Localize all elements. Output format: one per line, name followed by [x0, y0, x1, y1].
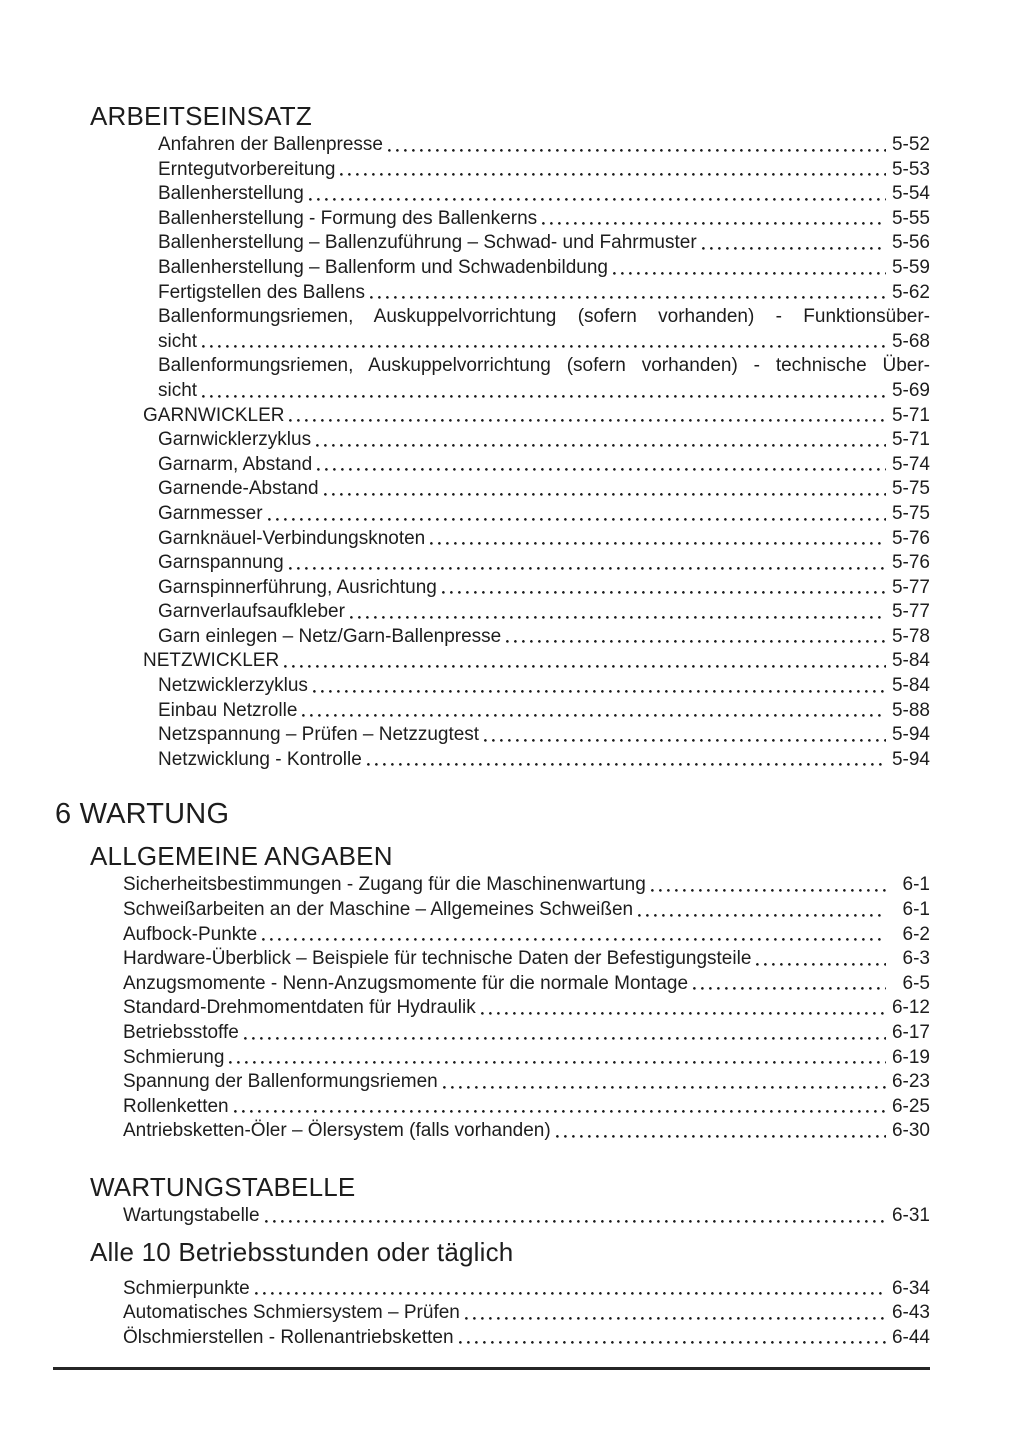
- toc-entry-label: Standard-Drehmomentdaten für Hydraulik: [123, 997, 476, 1019]
- toc-entry-row: [158, 527, 930, 552]
- toc-entry: [0, 649, 930, 674]
- toc-entry-page: 6-2: [902, 923, 930, 945]
- toc-entry: [0, 1301, 930, 1326]
- chapter-wartung: [0, 800, 1024, 829]
- toc-entry-row: [158, 551, 930, 576]
- toc-entry-page: 5-75: [891, 502, 930, 524]
- dot-leader: [202, 345, 886, 348]
- toc-entry-row: [158, 428, 930, 453]
- toc-entry: [0, 502, 930, 527]
- toc-entry-label: Wartungstabelle: [123, 1204, 260, 1226]
- toc-entry-page: 5-71: [891, 404, 930, 426]
- dot-leader: [324, 493, 886, 496]
- toc-entry: [0, 305, 930, 354]
- toc-entry: [0, 551, 930, 576]
- toc-entry-row: [123, 1301, 930, 1326]
- dot-leader: [313, 690, 886, 693]
- toc-entry-page: 6-31: [891, 1204, 930, 1226]
- toc-entry: [0, 231, 930, 256]
- toc-entry-page: 5-77: [891, 601, 930, 623]
- toc-entry: [0, 1277, 930, 1302]
- dot-leader: [556, 1135, 886, 1138]
- toc-entry-label: Garn einlegen – Netz/Garn-Ballenpresse: [158, 625, 502, 647]
- toc-entry-label: Sicherheitsbestimmungen - Zugang für die Maschinenwartung: [123, 874, 646, 896]
- toc-entry: [0, 1070, 930, 1095]
- toc-entry-row: [158, 330, 930, 355]
- toc-entry-page: 5-52: [891, 134, 930, 155]
- toc-entry: [0, 1204, 930, 1229]
- toc-entry: [0, 477, 930, 502]
- toc-entry-label: Netzwicklung - Kontrolle: [158, 748, 362, 770]
- toc-entry-label: Einbau Netzrolle: [158, 699, 298, 721]
- toc-entry-row: [123, 1204, 930, 1229]
- dot-leader: [317, 468, 886, 471]
- dot-leader: [370, 296, 886, 299]
- dot-leader: [265, 1220, 886, 1223]
- dot-leader: [481, 1012, 886, 1015]
- dot-leader: [262, 938, 886, 941]
- toc-entry-page: 6-34: [891, 1277, 930, 1299]
- toc-entry-label: sicht: [158, 379, 198, 401]
- toc-entry-label: Garnspannung: [158, 552, 284, 574]
- toc-entry-label: Garnwicklerzyklus: [158, 429, 312, 451]
- dot-leader: [442, 591, 886, 594]
- toc-entry-page: 6-25: [891, 1095, 930, 1117]
- toc-entry-label: Antriebsketten-Öler – Ölersystem (falls vorhanden): [123, 1120, 551, 1142]
- dot-leader: [388, 149, 886, 152]
- toc-entry-list: [0, 133, 1024, 772]
- toc-entry-page: 5-71: [891, 429, 930, 451]
- toc-entry-label: Ballenherstellung - Formung des Ballenkerns: [158, 207, 538, 229]
- toc-entry: [0, 158, 930, 183]
- toc-entry-row: [123, 1095, 930, 1120]
- toc-entry-row: [158, 600, 930, 625]
- toc-entry-page: 5-54: [891, 183, 930, 205]
- toc-entry-row: [158, 133, 930, 158]
- toc-entry-row: [123, 1046, 930, 1071]
- toc-entry-label: sicht: [158, 330, 198, 352]
- toc-entry-page: 5-56: [891, 232, 930, 254]
- toc-entry-label: Erntegutvorbereitung: [158, 158, 336, 180]
- toc-entry-row: [123, 1326, 930, 1351]
- toc-entry-page: 6-23: [891, 1071, 930, 1093]
- toc-entry-list: [0, 1204, 1024, 1229]
- section-heading-allgemeine-angaben: ALLGEMEINE ANGABEN: [90, 841, 393, 872]
- toc-entry-list: [0, 873, 1024, 1144]
- toc-entry-label: Garnmesser: [158, 502, 263, 524]
- dot-leader: [309, 198, 886, 201]
- section-heading-arbeitseinsatz: ARBEITSEINSATZ: [90, 101, 312, 131]
- dot-leader: [340, 173, 886, 176]
- toc-entry-page: 5-59: [891, 256, 930, 278]
- dot-leader: [638, 914, 886, 917]
- toc-entry-row: [123, 873, 930, 898]
- toc-entry-row: [123, 1021, 930, 1046]
- toc-entry-page: 5-53: [891, 158, 930, 180]
- toc-entry: [0, 256, 930, 281]
- toc-entry-label: Schweißarbeiten an der Maschine – Allgemeines Schweißen: [123, 899, 634, 921]
- toc-entry-label-line1: Ballenformungsriemen, Auskuppelvorrichtung (sofern vorhanden) - technische Über-: [158, 355, 930, 377]
- dot-leader: [702, 247, 886, 250]
- dot-leader: [506, 640, 886, 643]
- section-alle-10-betriebsstunden: [0, 1236, 1024, 1351]
- toc-entry: [0, 207, 930, 232]
- toc-entry-row: [158, 207, 930, 232]
- dot-leader: [430, 542, 886, 545]
- toc-entry-label: Garnarm, Abstand: [158, 453, 313, 475]
- toc-entry-row: [123, 972, 930, 997]
- toc-entry-page: 6-1: [902, 899, 930, 921]
- dot-leader: [316, 444, 886, 447]
- toc-entry-label: Netzwicklerzyklus: [158, 675, 308, 697]
- dot-leader: [484, 739, 886, 742]
- toc-entry: [0, 182, 930, 207]
- section-allgemeine-angaben: [0, 843, 1024, 1144]
- toc-entry-row: [123, 1277, 930, 1302]
- toc-entry-row: [158, 723, 930, 748]
- toc-entry: [0, 576, 930, 601]
- toc-entry-row: [158, 182, 930, 207]
- toc-entry-page: 5-68: [891, 330, 930, 352]
- toc-entry-label: Garnverlaufsaufkleber: [158, 601, 345, 623]
- toc-entry: [0, 972, 930, 997]
- toc-entry: [0, 674, 930, 699]
- toc-entry: [0, 699, 930, 724]
- toc-entry-label: Rollenketten: [123, 1095, 229, 1117]
- dot-leader: [756, 963, 886, 966]
- toc-entry: [0, 1046, 930, 1071]
- toc-entry-list: [0, 1277, 1024, 1351]
- toc-entry-row: [158, 256, 930, 281]
- toc-entry: [0, 898, 930, 923]
- toc-entry-row: [123, 996, 930, 1021]
- toc-entry: [0, 133, 930, 158]
- dot-leader: [244, 1037, 886, 1040]
- toc-entry-row: [158, 748, 930, 773]
- dot-leader: [289, 419, 886, 422]
- toc-entry-label-line1: Ballenformungsriemen, Auskuppelvorrichtung (sofern vorhanden) - Funktionsüber-: [158, 306, 930, 328]
- toc-entry-label: GARNWICKLER: [143, 404, 285, 426]
- toc-entry-row: [158, 379, 930, 404]
- toc-entry-row: [158, 231, 930, 256]
- dot-leader: [350, 616, 886, 619]
- toc-entry-page: 6-12: [891, 997, 930, 1019]
- toc-entry-page: 6-3: [902, 948, 930, 970]
- toc-entry-label: Betriebsstoffe: [123, 1022, 239, 1043]
- toc-entry-label: Anzugsmomente - Nenn-Anzugsmomente für die normale Montage: [123, 972, 689, 994]
- toc-entry: [0, 1021, 930, 1046]
- toc-entry-row: [158, 477, 930, 502]
- section-heading-alle-10-betriebsstunden: Alle 10 Betriebsstunden oder täglich: [90, 1236, 514, 1267]
- toc-entry-label: Ballenherstellung: [158, 183, 304, 205]
- toc-entry-label: Schmierung: [123, 1046, 225, 1068]
- section-wartungstabelle: [0, 1171, 1024, 1229]
- dot-leader: [234, 1110, 886, 1113]
- toc-entry-row: [158, 453, 930, 478]
- toc-entry: [0, 873, 930, 898]
- toc-entry-page: 5-76: [891, 527, 930, 549]
- toc-entry: [0, 527, 930, 552]
- toc-entry-row: [158, 281, 930, 306]
- toc-entry-page: 6-43: [891, 1302, 930, 1324]
- toc-entry-row: [158, 158, 930, 183]
- dot-leader: [302, 714, 886, 717]
- toc-entry-label: Aufbock-Punkte: [123, 923, 258, 945]
- toc-entry-row: [123, 1070, 930, 1095]
- toc-entry-label: Automatisches Schmiersystem – Prüfen: [123, 1302, 460, 1324]
- toc-entry-page: 5-74: [891, 453, 930, 475]
- dot-leader: [693, 987, 886, 990]
- toc-entry: [0, 354, 930, 403]
- toc-entry-row: [143, 404, 930, 429]
- toc-entry: [0, 428, 930, 453]
- toc-entry-label: Ballenherstellung – Ballenform und Schwadenbildung: [158, 256, 608, 278]
- toc-entry: [0, 723, 930, 748]
- toc-entry: [0, 923, 930, 948]
- toc-entry-row: [158, 502, 930, 527]
- toc-entry-page: 6-1: [902, 874, 930, 896]
- toc-entry-page: 6-17: [891, 1022, 930, 1043]
- dot-leader: [229, 1061, 886, 1064]
- toc-entry-page: 5-88: [891, 699, 930, 721]
- toc-entry-page: 5-84: [891, 675, 930, 697]
- toc-entry-row: [158, 699, 930, 724]
- toc-entry-page: 6-19: [891, 1046, 930, 1068]
- toc-entry: [0, 996, 930, 1021]
- toc-entry-page: 5-94: [891, 724, 930, 746]
- toc-entry: [0, 1326, 930, 1351]
- toc-entry-page: 6-30: [891, 1120, 930, 1142]
- toc-entry-row: [123, 947, 930, 972]
- section-arbeitseinsatz: [0, 103, 1024, 772]
- toc-entry-page: 5-76: [891, 552, 930, 574]
- toc-entry-row: [123, 1119, 930, 1144]
- toc-entry-page: 6-5: [902, 972, 930, 994]
- toc-entry-page: 5-62: [891, 281, 930, 303]
- footer-rule: [53, 1367, 930, 1370]
- toc-entry-label: Schmierpunkte: [123, 1277, 250, 1299]
- toc-entry-page: 6-44: [891, 1326, 930, 1348]
- toc-entry-label: Ballenherstellung – Ballenzuführung – Schwad- und Fahrmuster: [158, 232, 697, 254]
- toc-entry: [0, 1095, 930, 1120]
- toc-entry: [0, 947, 930, 972]
- toc-entry-label: Ölschmierstellen - Rollenantriebsketten: [123, 1326, 454, 1348]
- toc-entry-label: Hardware-Überblick – Beispiele für technische Daten der Befestigungsteile: [123, 948, 752, 970]
- toc-entry-page: 5-84: [891, 650, 930, 672]
- toc-entry: [0, 748, 930, 773]
- toc-entry-row: [123, 923, 930, 948]
- toc-entry-row: [158, 625, 930, 650]
- toc-entry: [0, 600, 930, 625]
- dot-leader: [542, 222, 886, 225]
- toc-entry-label: Spannung der Ballenformungsriemen: [123, 1071, 438, 1093]
- toc-entry-label: Garnspinnerführung, Ausrichtung: [158, 576, 437, 598]
- toc-entry-page: 5-55: [891, 207, 930, 229]
- toc-entry: [0, 281, 930, 306]
- toc-entry: [0, 453, 930, 478]
- toc-entry-page: 5-75: [891, 478, 930, 500]
- chapter-heading-wartung: 6 WARTUNG: [55, 798, 230, 831]
- toc-entry-page: 5-69: [891, 379, 930, 401]
- section-heading-wartungstabelle: WARTUNGSTABELLE: [90, 1171, 356, 1202]
- dot-leader: [284, 665, 886, 668]
- toc-entry-label: NETZWICKLER: [143, 650, 280, 672]
- toc-entry-label: Garnknäuel-Verbindungsknoten: [158, 527, 426, 549]
- toc-entry-page: 5-94: [891, 748, 930, 770]
- dot-leader: [202, 395, 886, 398]
- dot-leader: [613, 272, 886, 275]
- toc-entry-row: [158, 576, 930, 601]
- dot-leader: [255, 1292, 886, 1295]
- dot-leader: [268, 518, 886, 521]
- dot-leader: [459, 1341, 886, 1344]
- toc-entry-page: 5-77: [891, 576, 930, 598]
- dot-leader: [651, 889, 886, 892]
- toc-entry-label: Anfahren der Ballenpresse: [158, 134, 383, 155]
- dot-leader: [367, 763, 886, 766]
- dot-leader: [465, 1317, 886, 1320]
- toc-entry-row: [158, 674, 930, 699]
- toc-entry-label: Netzspannung – Prüfen – Netzzugtest: [158, 724, 480, 746]
- toc-entry-label: Fertigstellen des Ballens: [158, 281, 365, 303]
- toc-entry-row: [123, 898, 930, 923]
- dot-leader: [289, 567, 886, 570]
- toc-entry-page: 5-78: [891, 625, 930, 647]
- dot-leader: [443, 1086, 886, 1089]
- toc-entry: [0, 1119, 930, 1144]
- toc-entry-row: [143, 649, 930, 674]
- toc-entry: [0, 404, 930, 429]
- toc-entry-label: Garnende-Abstand: [158, 478, 319, 500]
- toc-entry: [0, 625, 930, 650]
